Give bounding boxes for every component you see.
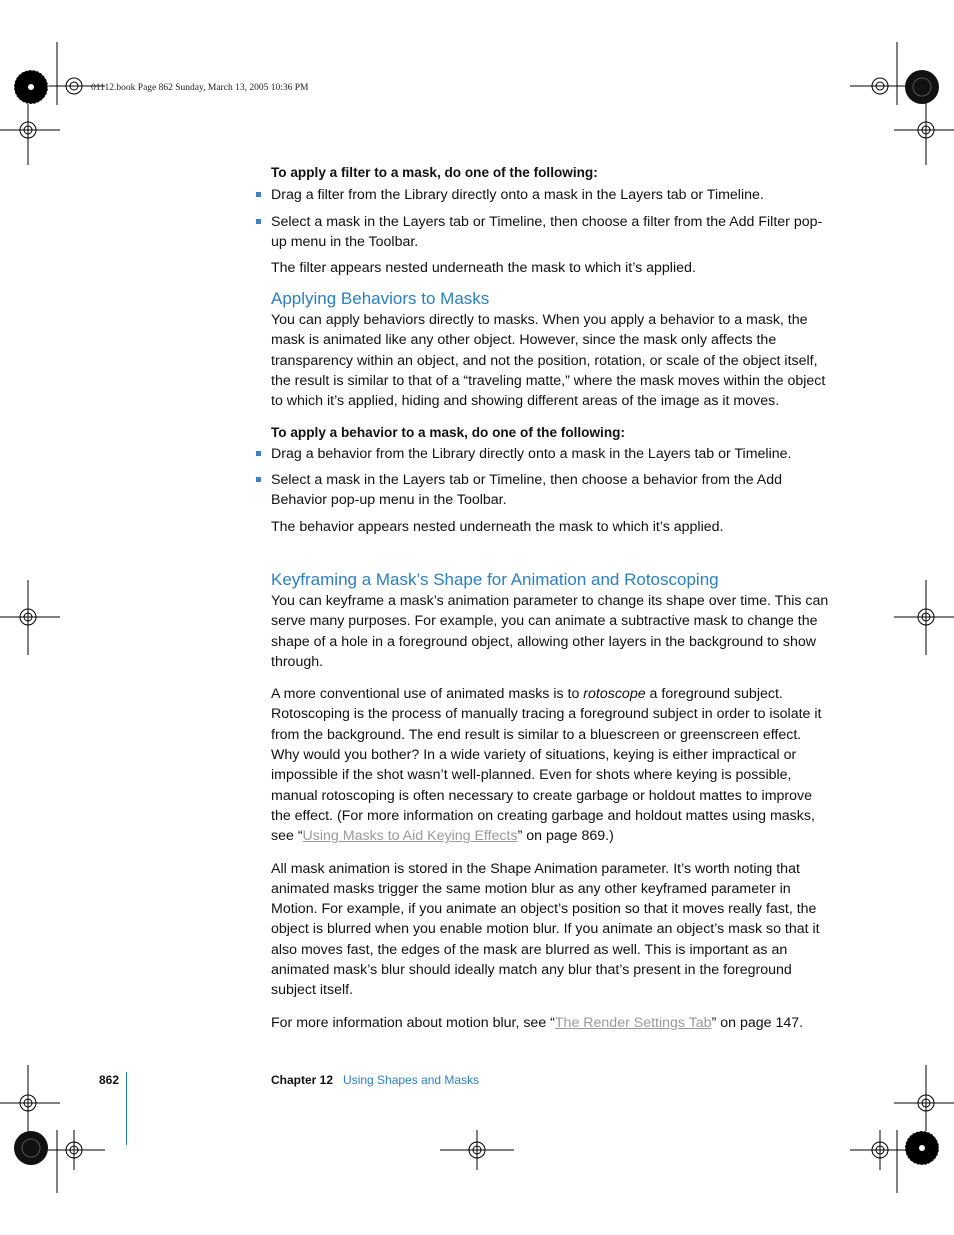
behavior-note: The behavior appears nested underneath the mask to which it’s applied. [271,518,724,535]
chapter-title: Using Shapes and Masks [343,1073,480,1087]
keyframing-section [271,569,831,1033]
filter-lead: To apply a filter to a mask, do one of the following: [271,165,598,180]
cross-reference-link[interactable]: Using Masks to Aid Keying Effects [302,828,518,845]
paragraph: You can apply behaviors directly to masks. When you apply a behavior to a mask, the mask is animated like any other object. However, since the mask only affects the transparency within an object, and not the position, rotation, or scale of the object itself, the result is similar to that of a “traveling matte,” where the mask moves within the object to which it’s applied, hiding and showing different areas of the image as it moves. [271,312,826,410]
paragraph: You can keyframe a mask’s animation parameter to change its shape over time. This can serve many purposes. For example, you can animate a subtractive mask to change the shape of a hole in a foreground object, allowing other layers in the background to show through. [271,593,829,670]
list-item: Select a mask in the Layers tab or Timeline, then choose a filter from the Add Filter pop-up menu in the Toolbar. [271,212,831,253]
list-item: Select a mask in the Layers tab or Timeline, then choose a behavior from the Add Behavior pop-up menu in the Toolbar. [271,470,831,511]
paragraph: A more conventional use of animated masks is to rotoscope a foreground subject. Rotoscoping is the process of manually tracing a foreground subject in order to isolate it from the background. The end result is similar to a bluescreen or greenscreen effect. Why would you bother? In a wide variety of situations, keying is either impractical or impossible if the shot wasn’t well-planned. Even for shots where keying is possible, manual rotoscoping is often necessary to create garbage or holdout mattes to improve the effect. (For more information on creating garbage and holdout mattes using masks, see “Using Masks to Aid Keying Effects” on page 869.) [271,686,822,845]
footer-chapter [271,1073,479,1087]
section-heading: Keyframing a Mask’s Shape for Animation and Rotoscoping [271,570,719,589]
filter-section [271,163,831,278]
filter-note: The filter appears nested underneath the mask to which it’s applied. [271,260,696,277]
emphasis: rotoscope [583,686,646,703]
behaviors-section [271,288,831,537]
page-number: 862 [99,1073,120,1087]
footer-rule [126,1072,127,1145]
paragraph: For more information about motion blur, see “The Render Settings Tab” on page 147. [271,1014,804,1031]
list-item: Drag a behavior from the Library directly onto a mask in the Layers tab or Timeline. [271,444,831,464]
list-item: Drag a filter from the Library directly onto a mask in the Layers tab or Timeline. [271,185,831,205]
bullet-icon [256,219,261,224]
bullet-icon [256,477,261,482]
bullet-icon [256,451,261,456]
print-slug: 01112.book Page 862 Sunday, March 13, 2005 10:36 PM [91,83,309,93]
behavior-lead: To apply a behavior to a mask, do one of the following: [271,425,625,441]
cross-reference-link[interactable]: The Render Settings Tab [554,1014,712,1031]
bullet-icon [256,192,261,197]
chapter-label: Chapter 12 [271,1073,334,1087]
paragraph: All mask animation is stored in the Shape Animation parameter. It’s worth noting that animated masks trigger the same motion blur as any other keyframed parameter in Motion. For example, if you animate an object’s position so that it moves really fast, the object is blurred when you enable motion blur. If you animate an object’s mask so that it also moves fast, the edges of the mask are blurred as well. This is important as an animated mask’s blur should ideally match any blur that’s present in the foreground subject itself. [271,860,820,999]
section-heading: Applying Behaviors to Masks [271,289,490,308]
